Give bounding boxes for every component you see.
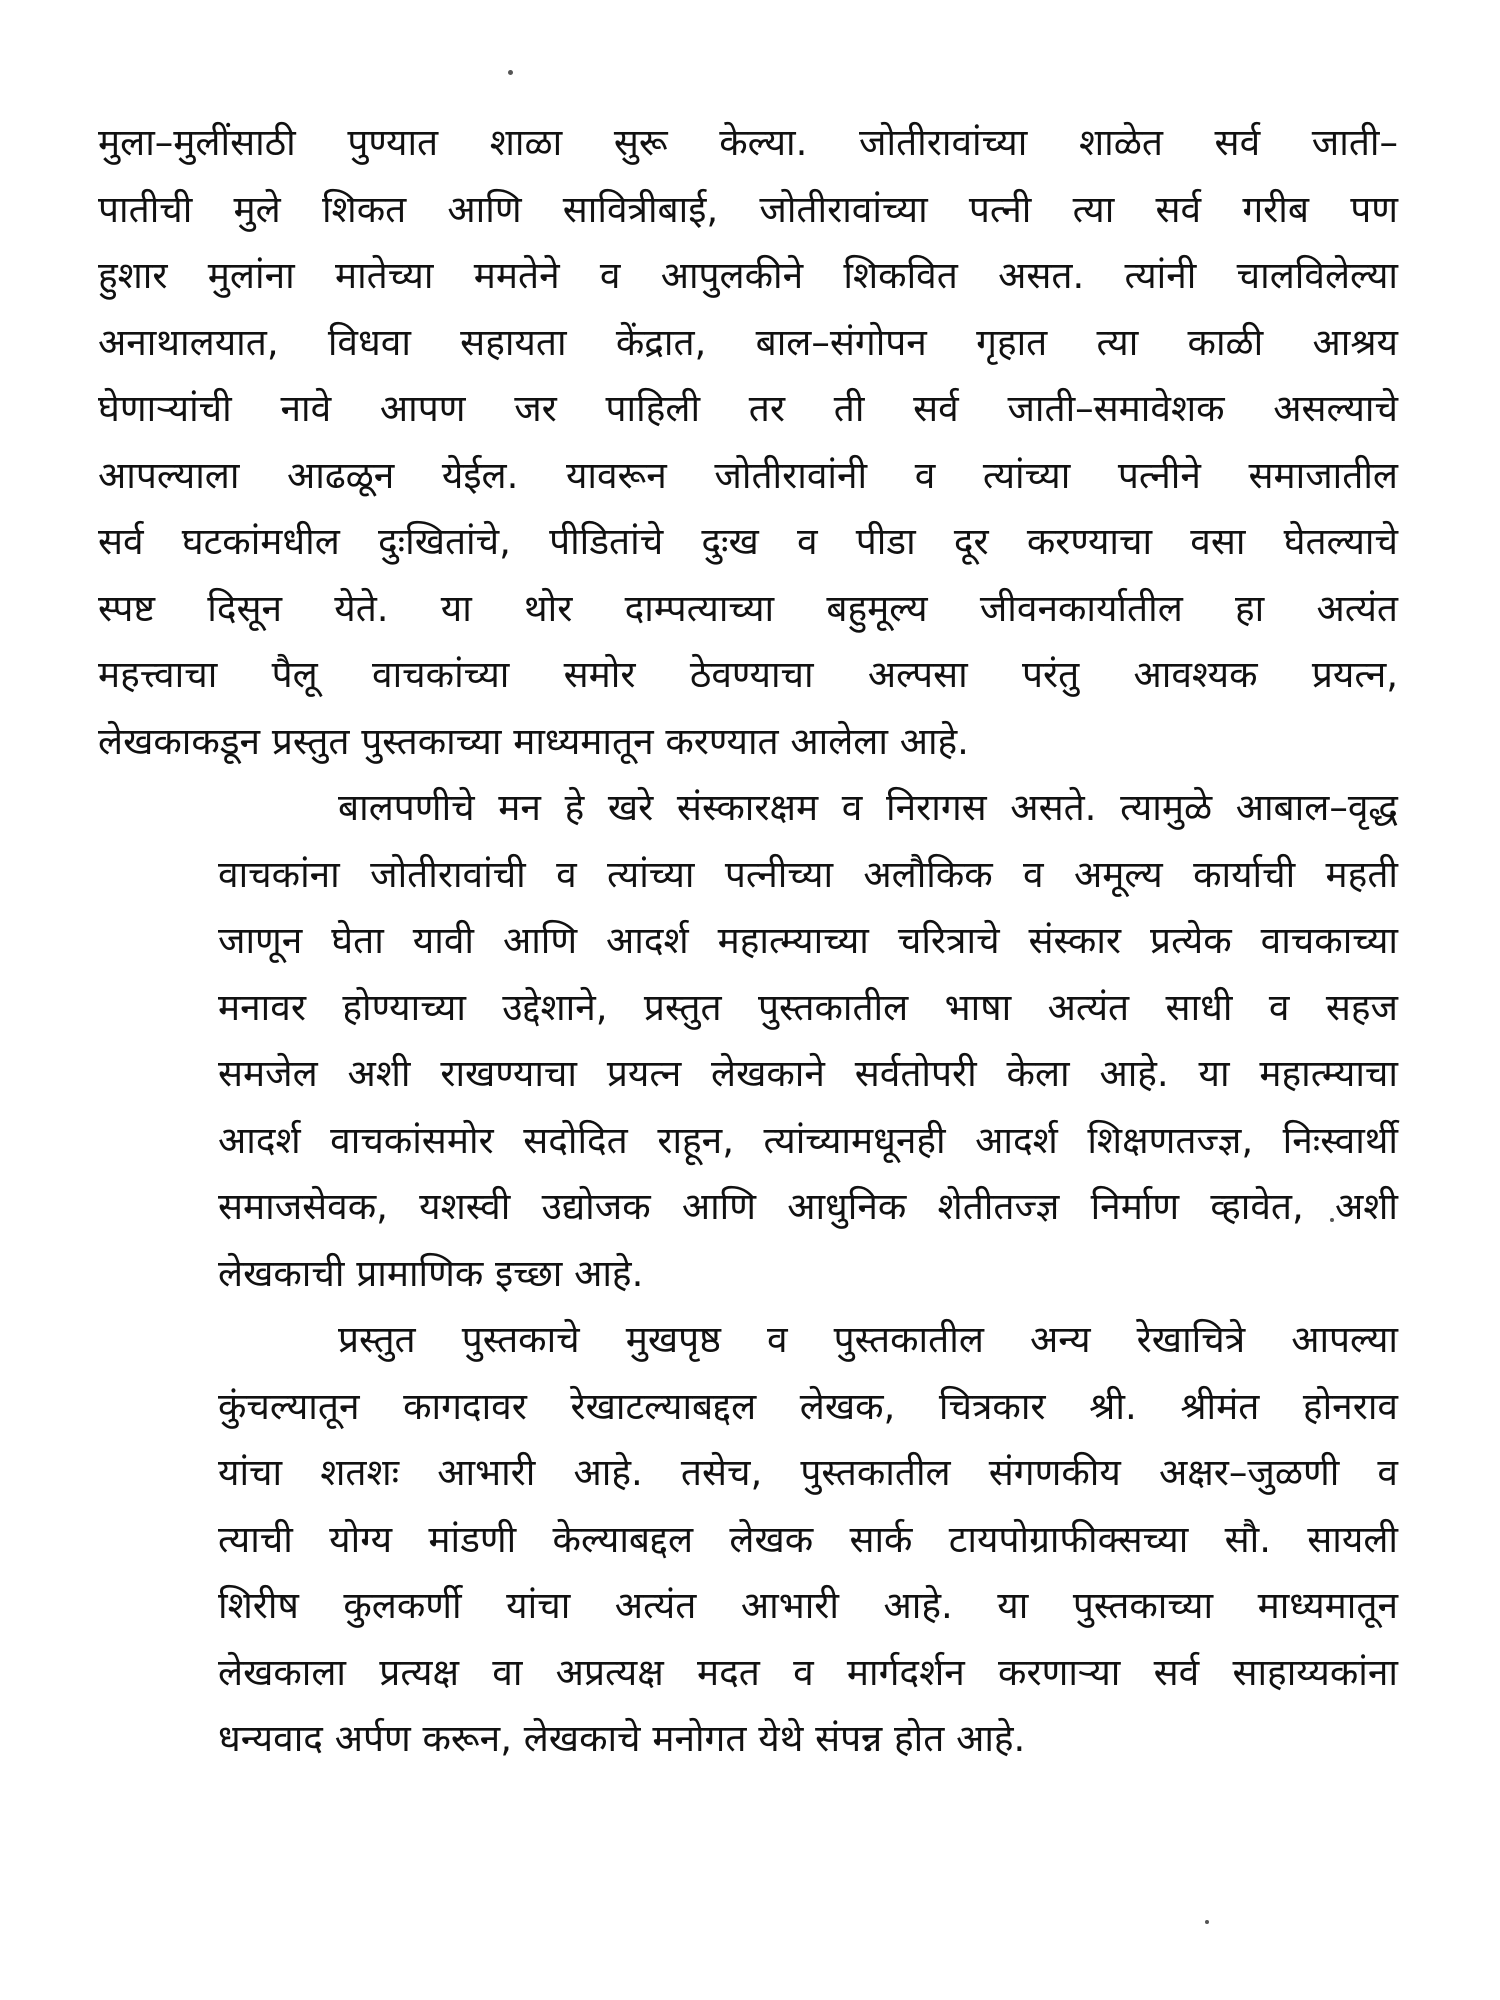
paragraph-1: [98, 110, 1398, 775]
text-line: सर्व घटकांमधील दुःखितांचे, पीडितांचे दुःख व पीडा दूर करण्याचा वसा घेतल्याचे: [98, 520, 1398, 563]
text-line: यांचा शतशः आभारी आहे. तसेच, पुस्तकातील संगणकीय अक्षर–जुळणी व: [218, 1451, 1398, 1494]
text-line: वाचकांना जोतीरावांची व त्यांच्या पत्नीच्या अलौकिक व अमूल्य कार्याची महती: [218, 852, 1398, 896]
text-line: स्पष्ट दिसून येते. या थोर दाम्पत्याच्या बहुमूल्य जीवनकार्यातील हा अत्यंत: [98, 586, 1398, 630]
body-text: [98, 110, 1398, 1773]
text-line: धन्यवाद अर्पण करून, लेखकाचे मनोगत येथे संपन्न होत आहे.: [218, 1717, 1026, 1760]
text-line: प्रस्तुत पुस्तकाचे मुखपृष्ठ व पुस्तकातील अन्य रेखाचित्रे आपल्या: [338, 1318, 1398, 1361]
text-line: आपल्याला आढळून येईल. यावरून जोतीरावांनी व त्यांच्या पत्नीने समाजातील: [98, 453, 1398, 497]
scan-speck: [1205, 1920, 1209, 1924]
text-line: पातीची मुले शिकत आणि सावित्रीबाई, जोतीरावांच्या पत्नी त्या सर्व गरीब पण: [98, 187, 1398, 231]
text-line: आदर्श वाचकांसमोर सदोदित राहून, त्यांच्यामधूनही आदर्श शिक्षणतज्ज्ञ, निःस्वार्थी: [218, 1118, 1398, 1162]
text-line: लेखकाला प्रत्यक्ष वा अप्रत्यक्ष मदत व मार्गदर्शन करणाऱ्या सर्व साहाय्यकांना: [218, 1650, 1398, 1694]
paragraph-3: [98, 1307, 1398, 1773]
scan-speck: [508, 70, 513, 75]
text-line: कुंचल्यातून कागदावर रेखाटल्याबद्दल लेखक, चित्रकार श्री. श्रीमंत होनराव: [218, 1384, 1398, 1428]
paragraph-2: [98, 775, 1398, 1307]
text-line: लेखकाची प्रामाणिक इच्छा आहे.: [218, 1251, 644, 1295]
text-line: समजेल अशी राखण्याचा प्रयत्न लेखकाने सर्वतोपरी केला आहे. या महात्म्याचा: [218, 1052, 1398, 1095]
text-line: अनाथालयात, विधवा सहायता केंद्रात, बाल–संगोपन गृहात त्या काळी आश्रय: [98, 320, 1398, 364]
text-line: लेखकाकडून प्रस्तुत पुस्तकाच्या माध्यमातून करण्यात आलेला आहे.: [98, 719, 969, 763]
text-line: मनावर होण्याच्या उद्देशाने, प्रस्तुत पुस्तकातील भाषा अत्यंत साधी व सहज: [218, 985, 1398, 1029]
text-line: घेणाऱ्यांची नावे आपण जर पाहिली तर ती सर्व जाती–समावेशक असल्याचे: [98, 387, 1398, 430]
text-line: बालपणीचे मन हे खरे संस्कारक्षम व निरागस असते. त्यामुळे आबाल–वृद्ध: [338, 786, 1398, 829]
text-line: त्याची योग्य मांडणी केल्याबद्दल लेखक सार्क टायपोग्राफीक्सच्या सौ. सायली: [218, 1517, 1398, 1561]
text-line: महत्त्वाचा पैलू वाचकांच्या समोर ठेवण्याचा अल्पसा परंतु आवश्यक प्रयत्न,: [98, 653, 1398, 696]
text-line: जाणून घेता यावी आणि आदर्श महात्म्याच्या चरित्राचे संस्कार प्रत्येक वाचकाच्या: [218, 919, 1398, 962]
text-line: मुला–मुलींसाठी पुण्यात शाळा सुरू केल्या. जोतीरावांच्या शाळेत सर्व जाती–: [98, 121, 1398, 164]
text-line: शिरीष कुलकर्णी यांचा अत्यंत आभारी आहे. या पुस्तकाच्या माध्यमातून: [218, 1584, 1398, 1627]
text-line: हुशार मुलांना मातेच्या ममतेने व आपुलकीने शिकवित असत. त्यांनी चालविलेल्या: [98, 254, 1398, 297]
text-line: समाजसेवक, यशस्वी उद्योजक आणि आधुनिक शेतीतज्ज्ञ निर्माण व्हावेत, अशी: [218, 1185, 1398, 1228]
